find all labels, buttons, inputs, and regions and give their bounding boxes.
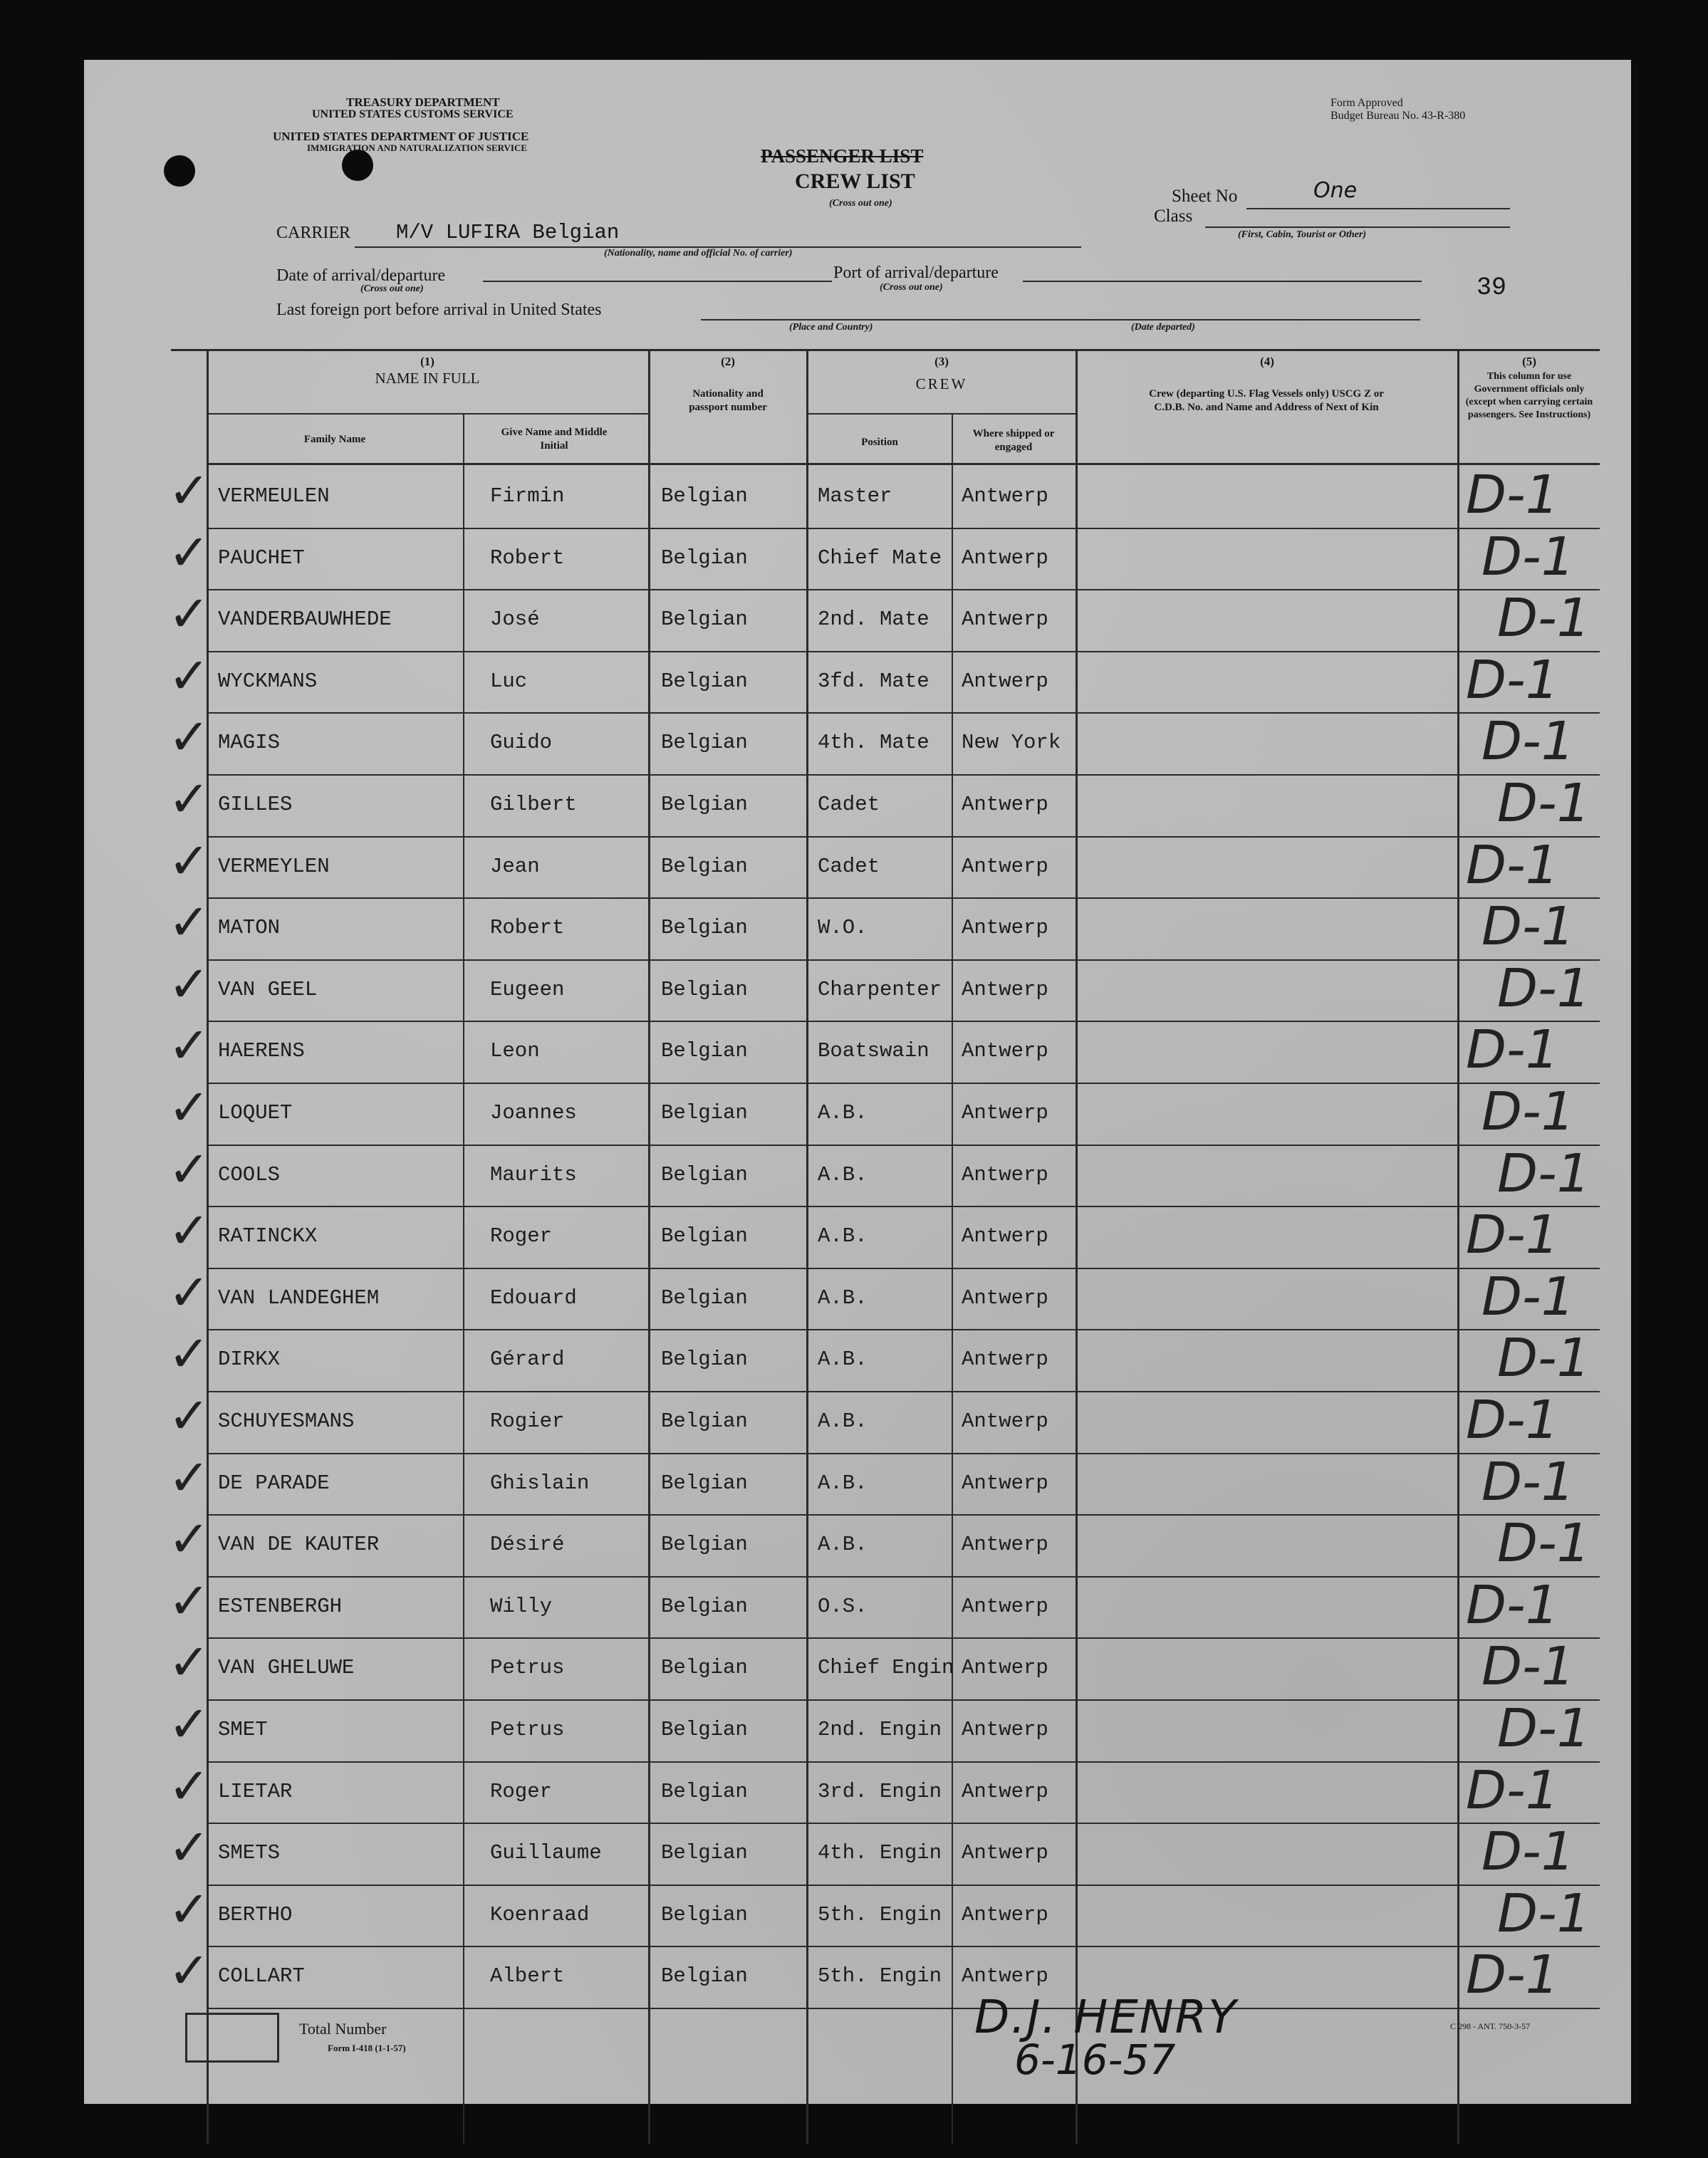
cell-position: A.B.: [818, 1409, 868, 1433]
cell-position: Chief Engin: [818, 1656, 954, 1680]
class-line: [1205, 226, 1510, 228]
cell-given: Maurits: [490, 1162, 577, 1187]
official-mark: D-1: [1497, 1882, 1590, 1944]
cell-given: Guillaume: [490, 1841, 602, 1865]
cell-shipped: Antwerp: [962, 608, 1048, 632]
row-divider: [207, 897, 1600, 899]
table-top-rule: [171, 349, 1600, 351]
row-divider: [207, 528, 1600, 529]
row-divider: [207, 1823, 1600, 1824]
cell-family: DE PARADE: [218, 1471, 330, 1495]
cell-nationality: Belgian: [661, 1039, 748, 1063]
official-mark: D-1: [1466, 649, 1559, 711]
cell-shipped: Antwerp: [962, 1286, 1048, 1310]
cell-position: 2nd. Engin: [818, 1718, 942, 1741]
cell-position: O.S.: [818, 1594, 868, 1618]
col3-position-header: Position: [861, 437, 898, 448]
col5-title: This column for use Government officials only (except when carrying certain passengers. See Instructions): [1465, 371, 1593, 420]
class-hint: (First, Cabin, Tourist or Other): [1238, 229, 1366, 240]
cell-shipped: Antwerp: [962, 1902, 1048, 1927]
port-label: Port of arrival/departure: [833, 264, 999, 282]
checkmark-icon: ✓: [168, 1756, 210, 1815]
cell-nationality: Belgian: [661, 1162, 748, 1187]
cell-given: Petrus: [490, 1718, 565, 1741]
checkmark-icon: ✓: [168, 893, 210, 952]
form-number: Form I-418 (1-1-57): [328, 2043, 406, 2053]
row-divider: [207, 589, 1600, 590]
cell-position: W.O.: [818, 916, 868, 940]
cell-nationality: Belgian: [661, 1101, 748, 1125]
cell-family: VAN GHELUWE: [218, 1656, 355, 1680]
cell-given: Firmin: [490, 484, 565, 508]
official-mark: D-1: [1497, 957, 1590, 1019]
date-departed-hint: (Date departed): [1131, 322, 1195, 333]
cell-family: LIETAR: [218, 1779, 293, 1803]
col1-given-header: Give Name and Middle Initial: [501, 427, 608, 452]
cell-nationality: Belgian: [661, 1533, 748, 1557]
cell-nationality: Belgian: [661, 1286, 748, 1310]
official-mark: D-1: [1466, 1574, 1559, 1636]
cell-nationality: Belgian: [661, 1779, 748, 1803]
cell-family: RATINCKX: [218, 1224, 318, 1249]
cell-position: Chief Mate: [818, 546, 942, 570]
cell-family: SMETS: [218, 1841, 281, 1865]
official-mark: D-1: [1466, 464, 1559, 526]
col2-number: (2): [721, 355, 735, 368]
cell-position: 3fd. Mate: [818, 669, 929, 693]
cell-given: Eugeen: [490, 977, 565, 1001]
cell-position: 4th. Engin: [818, 1841, 942, 1865]
checkmark-icon: ✓: [168, 1140, 210, 1199]
col-rule-crew: [806, 349, 808, 2144]
cell-shipped: Antwerp: [962, 1101, 1048, 1125]
cell-family: VAN DE KAUTER: [218, 1533, 380, 1557]
cell-position: Master: [818, 484, 892, 508]
cell-nationality: Belgian: [661, 608, 748, 632]
cell-nationality: Belgian: [661, 1718, 748, 1741]
sheet-line: [1246, 208, 1510, 209]
form-approved: Form Approved: [1331, 97, 1403, 109]
cell-shipped: Antwerp: [962, 1841, 1048, 1865]
cell-nationality: Belgian: [661, 1471, 748, 1495]
row-divider: [207, 712, 1600, 714]
col3-number: (3): [934, 355, 949, 368]
cell-position: Cadet: [818, 793, 880, 816]
cell-given: Willy: [490, 1594, 553, 1618]
cell-shipped: Antwerp: [962, 669, 1048, 693]
cell-nationality: Belgian: [661, 854, 748, 878]
cell-given: Robert: [490, 916, 565, 940]
cell-family: COLLART: [218, 1964, 305, 1988]
cell-family: PAUCHET: [218, 546, 305, 570]
checkmark-icon: ✓: [168, 646, 210, 705]
official-mark: D-1: [1482, 1636, 1575, 1698]
cell-given: Edouard: [490, 1286, 577, 1310]
cell-shipped: Antwerp: [962, 793, 1048, 816]
cell-given: Guido: [490, 731, 553, 755]
cell-family: VANDERBAUWHEDE: [218, 608, 392, 632]
row-divider: [207, 1637, 1600, 1639]
cell-position: 4th. Mate: [818, 731, 929, 755]
row-divider: [207, 1329, 1600, 1330]
cell-position: 3rd. Engin: [818, 1779, 942, 1803]
cell-shipped: Antwerp: [962, 854, 1048, 878]
signature-name: D.J. HENRY: [974, 1991, 1238, 2044]
official-mark: D-1: [1482, 1451, 1575, 1513]
cell-shipped: Antwerp: [962, 1594, 1048, 1618]
official-mark: D-1: [1497, 588, 1590, 650]
official-mark: D-1: [1466, 1019, 1559, 1081]
col1-number: (1): [420, 355, 434, 368]
checkmark-icon: ✓: [168, 1078, 210, 1137]
checkmark-icon: ✓: [168, 585, 210, 644]
agency-customs: UNITED STATES CUSTOMS SERVICE: [312, 108, 514, 120]
official-mark: D-1: [1466, 1944, 1559, 2006]
cell-family: LOQUET: [218, 1101, 293, 1125]
crew-subheader-rule: [806, 413, 1076, 415]
checkmark-icon: ✓: [168, 1571, 210, 1630]
official-mark: D-1: [1482, 1081, 1575, 1142]
row-divider: [207, 959, 1600, 961]
row-divider: [207, 651, 1600, 652]
title-cross-out-hint: (Cross out one): [829, 198, 892, 209]
row-divider: [207, 1946, 1600, 1947]
row-divider: [207, 774, 1600, 776]
checkmark-icon: ✓: [168, 1695, 210, 1753]
sheet-value: One: [1313, 178, 1358, 203]
col-rule-official: [1457, 349, 1459, 2144]
official-mark: D-1: [1466, 834, 1559, 896]
official-mark: D-1: [1466, 1204, 1559, 1266]
cell-nationality: Belgian: [661, 1594, 748, 1618]
checkmark-icon: ✓: [168, 708, 210, 767]
cell-given: Roger: [490, 1224, 553, 1249]
table-header-rule: [207, 463, 1600, 465]
cell-given: Robert: [490, 546, 565, 570]
official-mark: D-1: [1482, 526, 1575, 588]
col4-number: (4): [1260, 355, 1274, 368]
cell-family: MAGIS: [218, 731, 281, 755]
cell-position: Cadet: [818, 854, 880, 878]
cell-shipped: Antwerp: [962, 1162, 1048, 1187]
punch-hole: [164, 155, 195, 187]
row-divider: [207, 1576, 1600, 1578]
checkmark-icon: ✓: [168, 462, 210, 520]
document-page: [84, 60, 1631, 2104]
cell-position: A.B.: [818, 1286, 868, 1310]
cell-shipped: Antwerp: [962, 1533, 1048, 1557]
cell-family: COOLS: [218, 1162, 281, 1187]
cell-shipped: Antwerp: [962, 1348, 1048, 1372]
cell-position: A.B.: [818, 1348, 868, 1372]
cell-given: Petrus: [490, 1656, 565, 1680]
cell-shipped: Antwerp: [962, 546, 1048, 570]
checkmark-icon: ✓: [168, 831, 210, 890]
checkmark-icon: ✓: [168, 770, 210, 828]
cell-family: WYCKMANS: [218, 669, 318, 693]
cell-family: GILLES: [218, 793, 293, 816]
cell-nationality: Belgian: [661, 1409, 748, 1433]
punch-hole: [342, 150, 373, 181]
date-hint: (Cross out one): [360, 283, 424, 294]
row-divider: [207, 2008, 1600, 2009]
page-number: 39: [1477, 273, 1507, 302]
cell-given: Roger: [490, 1779, 553, 1803]
title-passenger-list: PASSENGER LIST: [761, 145, 924, 167]
cell-nationality: Belgian: [661, 546, 748, 570]
cell-nationality: Belgian: [661, 793, 748, 816]
total-label: Total Number: [299, 2020, 387, 2038]
agency-justice: UNITED STATES DEPARTMENT OF JUSTICE: [273, 130, 529, 143]
official-mark: D-1: [1466, 1390, 1559, 1451]
official-mark: D-1: [1482, 711, 1575, 773]
cell-shipped: Antwerp: [962, 1224, 1048, 1249]
signature-date: 6-16-57: [1014, 2035, 1176, 2084]
col-rule-nationality: [648, 349, 650, 2144]
official-mark: D-1: [1482, 1821, 1575, 1883]
row-divider: [207, 1453, 1600, 1454]
budget-bureau: Budget Bureau No. 43-R-380: [1331, 110, 1466, 122]
date-label: Date of arrival/departure: [276, 266, 446, 285]
cell-given: Gilbert: [490, 793, 577, 816]
checkmark-icon: ✓: [168, 1263, 210, 1322]
checkmark-icon: ✓: [168, 1818, 210, 1877]
port-hint: (Cross out one): [880, 282, 943, 293]
checkmark-icon: ✓: [168, 1387, 210, 1445]
place-hint: (Place and Country): [789, 322, 873, 333]
cell-given: Rogier: [490, 1409, 565, 1433]
row-divider: [207, 1021, 1600, 1022]
cell-given: Ghislain: [490, 1471, 590, 1495]
cell-nationality: Belgian: [661, 1902, 748, 1927]
agency-treasury: TREASURY DEPARTMENT: [346, 95, 500, 109]
class-label: Class: [1154, 207, 1193, 226]
cell-family: ESTENBERGH: [218, 1594, 343, 1618]
official-mark: D-1: [1466, 1759, 1559, 1821]
cell-nationality: Belgian: [661, 1348, 748, 1372]
col1-family-header: Family Name: [303, 434, 366, 445]
checkmark-icon: ✓: [168, 1448, 210, 1507]
cell-family: VERMEULEN: [218, 484, 330, 508]
cell-given: Albert: [490, 1964, 565, 1988]
checkmark-icon: ✓: [168, 1941, 210, 2001]
checkmark-icon: ✓: [168, 1202, 210, 1261]
official-mark: D-1: [1497, 1513, 1590, 1575]
cell-shipped: Antwerp: [962, 1409, 1048, 1433]
checkmark-icon: ✓: [168, 1880, 210, 1939]
cell-nationality: Belgian: [661, 1224, 748, 1249]
cell-given: José: [490, 608, 540, 632]
cell-family: SCHUYESMANS: [218, 1409, 355, 1433]
title-crew-list: CREW LIST: [795, 170, 915, 193]
cell-position: 2nd. Mate: [818, 608, 929, 632]
cell-shipped: Antwerp: [962, 916, 1048, 940]
cell-position: Charpenter: [818, 977, 942, 1001]
cell-given: Désiré: [490, 1533, 565, 1557]
checkmark-icon: ✓: [168, 1016, 210, 1075]
checkmark-icon: ✓: [168, 1325, 210, 1384]
cell-family: HAERENS: [218, 1039, 305, 1063]
sheet-label: Sheet No: [1172, 187, 1238, 206]
last-port-label: Last foreign port before arrival in United States: [276, 301, 602, 319]
cell-nationality: Belgian: [661, 977, 748, 1001]
cell-position: A.B.: [818, 1101, 868, 1125]
col3-shipped-header: Where shipped or engaged: [972, 428, 1055, 453]
col1-title: NAME IN FULL: [375, 370, 480, 387]
cell-position: A.B.: [818, 1533, 868, 1557]
cell-given: Joannes: [490, 1101, 577, 1125]
carrier-value: M/V LUFIRA Belgian: [396, 221, 620, 244]
cell-shipped: Antwerp: [962, 484, 1048, 508]
print-code: C 298 - ANT. 750-3-57: [1450, 2021, 1531, 2031]
cell-shipped: Antwerp: [962, 1039, 1048, 1063]
col5-number: (5): [1522, 355, 1536, 368]
cell-given: Jean: [490, 854, 540, 878]
row-divider: [207, 1206, 1600, 1207]
cell-shipped: Antwerp: [962, 1779, 1048, 1803]
col3-title: CREW: [915, 375, 968, 392]
col2-title: Nationality and passport number: [689, 388, 767, 413]
agency-ins: IMMIGRATION AND NATURALIZATION SERVICE: [307, 142, 528, 153]
cell-family: MATON: [218, 916, 281, 940]
row-divider: [207, 1083, 1600, 1084]
cell-nationality: Belgian: [661, 669, 748, 693]
cell-position: 5th. Engin: [818, 1902, 942, 1927]
cell-family: VAN GEEL: [218, 977, 318, 1001]
cell-family: DIRKX: [218, 1348, 281, 1372]
row-divider: [207, 1391, 1600, 1392]
cell-position: A.B.: [818, 1162, 868, 1187]
cell-shipped: Antwerp: [962, 1656, 1048, 1680]
col-rule-kin: [1076, 349, 1078, 2144]
cell-shipped: Antwerp: [962, 977, 1048, 1001]
official-mark: D-1: [1497, 1142, 1590, 1204]
official-mark: D-1: [1497, 773, 1590, 834]
port-line: [1023, 281, 1422, 282]
row-divider: [207, 836, 1600, 838]
cell-shipped: New York: [962, 731, 1061, 755]
cell-position: 5th. Engin: [818, 1964, 942, 1988]
cell-family: BERTHO: [218, 1902, 293, 1927]
carrier-hint: (Nationality, name and official No. of carrier): [604, 248, 793, 259]
cell-nationality: Belgian: [661, 1964, 748, 1988]
cell-nationality: Belgian: [661, 731, 748, 755]
official-mark: D-1: [1482, 896, 1575, 958]
checkmark-icon: ✓: [168, 1633, 210, 1692]
name-subheader-rule: [207, 413, 648, 415]
date-line: [483, 281, 832, 282]
carrier-label: CARRIER: [276, 224, 351, 242]
row-divider: [207, 1514, 1600, 1516]
cell-given: Koenraad: [490, 1902, 590, 1927]
cell-shipped: Antwerp: [962, 1964, 1048, 1988]
cell-family: SMET: [218, 1718, 268, 1741]
cell-given: Gérard: [490, 1348, 565, 1372]
row-divider: [207, 1268, 1600, 1269]
cell-nationality: Belgian: [661, 1656, 748, 1680]
col4-title: Crew (departing U.S. Flag Vessels only) USCG Z or C.D.B. No. and Name and Address of Next of Kin: [1149, 388, 1384, 413]
cell-nationality: Belgian: [661, 484, 748, 508]
cell-given: Luc: [490, 669, 528, 693]
total-box: [185, 2013, 279, 2063]
row-divider: [207, 1145, 1600, 1146]
cell-nationality: Belgian: [661, 916, 748, 940]
official-mark: D-1: [1497, 1328, 1590, 1390]
cell-family: VAN LANDEGHEM: [218, 1286, 380, 1310]
checkmark-icon: ✓: [168, 523, 210, 582]
cell-position: A.B.: [818, 1471, 868, 1495]
cell-position: A.B.: [818, 1224, 868, 1249]
cell-family: VERMEYLEN: [218, 854, 330, 878]
official-mark: D-1: [1482, 1266, 1575, 1328]
checkmark-icon: ✓: [168, 954, 210, 1013]
row-divider: [207, 1699, 1600, 1701]
cell-shipped: Antwerp: [962, 1718, 1048, 1741]
official-mark: D-1: [1497, 1698, 1590, 1759]
last-port-line: [701, 319, 1420, 320]
checkmark-icon: ✓: [168, 1510, 210, 1569]
cell-shipped: Antwerp: [962, 1471, 1048, 1495]
row-divider: [207, 1885, 1600, 1886]
cell-given: Leon: [490, 1039, 540, 1063]
cell-position: Boatswain: [818, 1039, 929, 1063]
row-divider: [207, 1761, 1600, 1763]
cell-nationality: Belgian: [661, 1841, 748, 1865]
